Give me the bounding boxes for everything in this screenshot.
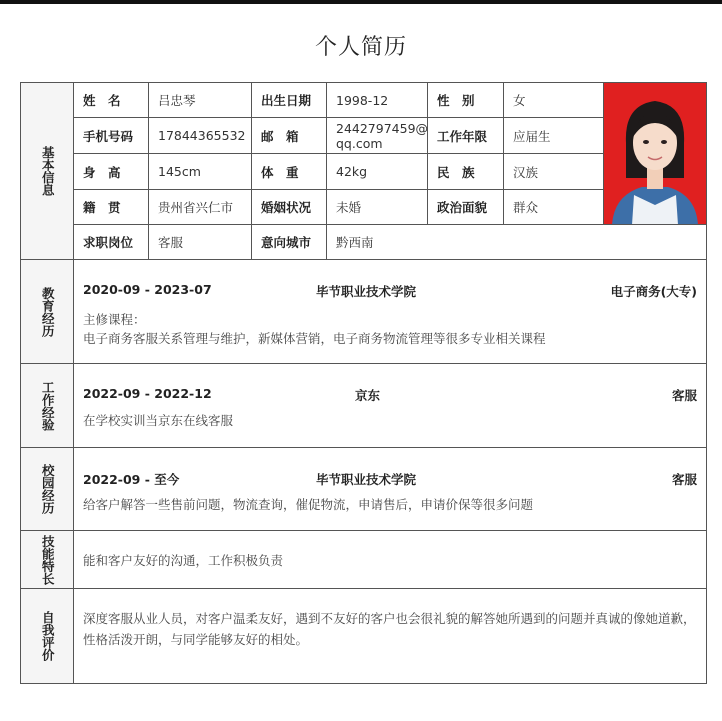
resume-table — [20, 82, 707, 684]
work-role: 客服 — [671, 388, 697, 403]
campus-role: 客服 — [671, 472, 697, 487]
job-label: 求职岗位 — [74, 225, 149, 260]
origin-value: 贵州省兴仁市 — [149, 190, 252, 225]
education-school: 毕节职业技术学院 — [316, 284, 417, 299]
self-eval-line-2: 性格活泼开朗，与同学能够友好的相处。 — [83, 632, 309, 647]
person-photo-icon — [604, 83, 706, 225]
work-company: 京东 — [355, 388, 381, 403]
weight-value: 42kg — [327, 154, 428, 190]
city-label: 意向城市 — [252, 225, 327, 260]
city-value: 黔西南 — [327, 225, 706, 260]
section-label-work: 工作经验 — [21, 364, 74, 448]
section-label-education: 教育经历 — [21, 260, 74, 364]
section-label-self-eval: 自我评价 — [21, 589, 74, 683]
political-label: 政治面貌 — [428, 190, 504, 225]
profile-photo — [604, 83, 706, 225]
work-period: 2022-09 - 2022-12 — [83, 386, 212, 401]
weight-label: 体 重 — [252, 154, 327, 190]
education-section — [74, 260, 706, 364]
name-label: 姓 名 — [74, 83, 149, 118]
education-major: 电子商务(大专) — [610, 284, 697, 299]
name-value: 吕忠琴 — [149, 83, 252, 118]
email-value: 2442797459@ qq.com — [327, 118, 428, 154]
self-eval-section — [74, 589, 706, 683]
section-label-basic: 基本信息 — [21, 83, 74, 260]
political-value: 群众 — [504, 190, 604, 225]
self-eval-line-1: 深度客服从业人员，对客户温柔友好，遇到不友好的客户也会很礼貌的解答她所遇到的问题并真诚的像她道歉， — [83, 611, 696, 626]
skills-section — [74, 531, 706, 589]
work-section — [74, 364, 706, 448]
ethnic-value: 汉族 — [504, 154, 604, 190]
birth-label: 出生日期 — [252, 83, 327, 118]
campus-period: 2022-09 - 至今 — [83, 472, 180, 487]
work-desc: 在学校实训当京东在线客服 — [83, 413, 234, 428]
education-courses: 电子商务客服关系管理与维护，新媒体营销，电子商务物流管理等很多专业相关课程 — [83, 331, 546, 346]
gender-value: 女 — [504, 83, 604, 118]
page-title: 个人简历 — [314, 35, 407, 60]
ethnic-label: 民 族 — [428, 154, 504, 190]
education-period: 2020-09 - 2023-07 — [83, 282, 212, 297]
height-label: 身 高 — [74, 154, 149, 190]
campus-org: 毕节职业技术学院 — [316, 472, 417, 487]
birth-value: 1998-12 — [327, 83, 428, 118]
height-value: 145cm — [149, 154, 252, 190]
years-value: 应届生 — [504, 118, 604, 154]
section-label-campus: 校园经历 — [21, 448, 74, 531]
origin-label: 籍 贯 — [74, 190, 149, 225]
top-border — [0, 0, 722, 4]
education-courses-label: 主修课程： — [83, 312, 146, 327]
marital-value: 未婚 — [327, 190, 428, 225]
skills-desc: 能和客户友好的沟通，工作积极负责 — [83, 553, 284, 568]
campus-section — [74, 448, 706, 531]
campus-desc: 给客户解答一些售前问题，物流查询，催促物流，申请售后，申请价保等很多问题 — [83, 497, 534, 512]
email-label: 邮 箱 — [252, 118, 327, 154]
gender-label: 性 别 — [428, 83, 504, 118]
phone-value: 17844365532 — [149, 118, 252, 154]
section-label-skills: 技能特长 — [21, 531, 74, 589]
marital-label: 婚姻状况 — [252, 190, 327, 225]
phone-label: 手机号码 — [74, 118, 149, 154]
years-label: 工作年限 — [428, 118, 504, 154]
job-value: 客服 — [149, 225, 252, 260]
